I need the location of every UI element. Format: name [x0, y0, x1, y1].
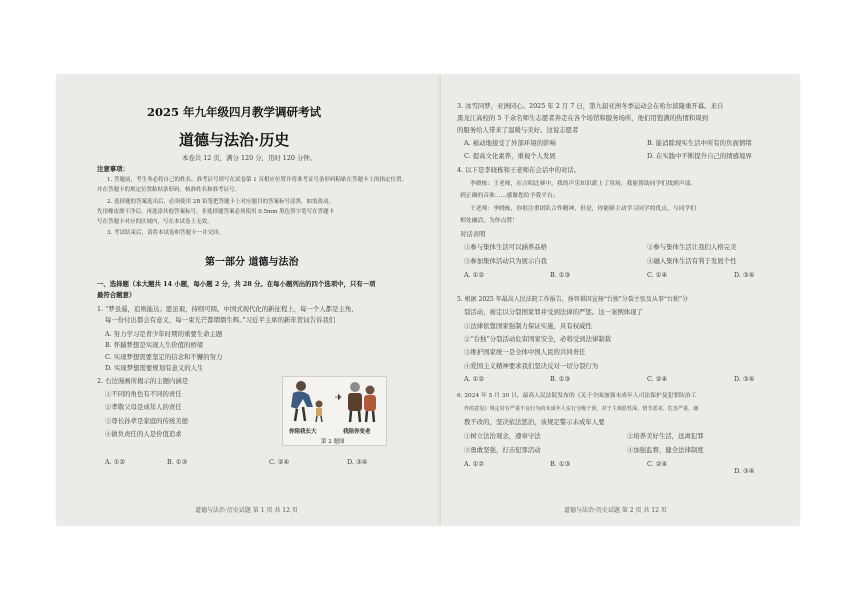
question-6-answer: A. ①② — [464, 460, 485, 468]
question-2-answer: A. ①② — [105, 458, 126, 466]
question-5-line: 5. 根据 2025 年最高人民法院工作报告，扬智祺因宣扬“台独”分裂主张及从事“台独”分 — [457, 296, 688, 303]
question-3-line: 黑龙江高校的 5 千余名师生志愿者奔走在各个场馆和服务场所，他们用饱满的热情和周到 — [457, 114, 708, 122]
question-3-option: C. 提高文化素养，重视个人发展 — [464, 152, 556, 160]
page-1 — [57, 75, 437, 525]
question-5-item: ③维护国家统一是全体中国人民的共同责任 — [464, 348, 586, 356]
question-2-item: ④做负责任的人是价值追求 — [105, 430, 182, 438]
question-6-line: 作的意见》规定对有严重不良行为的未成年人实行分级干预，对于主观恶性深、情节恶劣、危害严重，屡 — [464, 406, 699, 412]
page-fold — [438, 75, 441, 525]
comic-label-right: 我陪你变老 — [343, 429, 371, 435]
question-6-item: ③勇敢坚强，打击犯罪活动 — [464, 446, 541, 454]
question-4-stem: 4. 以下是李晓栋和王老师在会话中的对话。 — [457, 166, 581, 174]
question-2-stem: 2. 右边漫画所揭示的主题内涵是 — [97, 377, 189, 385]
question-2-answer: C. ②④ — [269, 458, 290, 466]
notice-line: 先用橡皮擦干净后，再选涂其他答案标号。非选择题答案必须使用 0.5mm 黑色签字笔写在答题卡 — [97, 209, 335, 215]
question-6-line: 6. 2024 年 5 月 30 日，最高人民法院发布的《关于全面加强未成年人司法保护及犯罪防治工 — [457, 393, 697, 399]
question-1-option: B. 怀揣梦想是实现人生价值的桥梁 — [105, 341, 204, 349]
exam-title: 2025 年九年级四月教学调研考试 — [147, 105, 322, 119]
question-4-item: ③参加集体活动只为展示自我 — [464, 257, 548, 265]
notice-line: 2. 选择题的答案选出后，必须使用 2B 铅笔把答题卡上对应题目的答案标号涂黑，如需改动， — [107, 199, 335, 205]
question-4-dialogue: 到正确的音准……感谢您给予我平台。 — [460, 193, 559, 199]
question-2-item: ②孝敬父母是成年人的责任 — [105, 403, 182, 411]
question-5-answer: A. ①② — [464, 375, 485, 383]
comic-figures — [283, 377, 386, 423]
notice-line: 3. 考试结束后，请将本试卷和答题卡一并交回。 — [107, 230, 224, 236]
question-3-line: 的服务给人带来了温暖与美好。这说志愿者 — [457, 126, 579, 134]
section-header-cont: 最符合题意） — [97, 291, 136, 299]
question-4-dialogue: 李晓栋：王老师，在合唱比赛中，我的声乐知识派上了用场，我能帮助同学们找到声部。 — [470, 181, 697, 187]
comic-illustration — [282, 376, 387, 446]
comic-captions — [283, 423, 386, 445]
exam-sheet — [57, 75, 799, 525]
notice-title: 注意事项： — [97, 165, 129, 173]
question-6-item: ②培养美好生活，远离犯罪 — [627, 432, 704, 440]
question-6-item: ④加强监督，健全法律制度 — [627, 446, 704, 454]
question-6-item: ①树立法治观念，遵章守法 — [464, 432, 541, 440]
question-4-item: ②参与集体生活让我们人格完美 — [647, 243, 737, 251]
question-1-line: 每一份付出都会有意义，每一束光芒都熠熠生辉。”习近平主席的新年贺词告诉我们 — [105, 316, 336, 324]
question-6-answer: B. ①③ — [550, 460, 571, 468]
exam-subtitle: 道德与法治·历史 — [179, 131, 290, 149]
notice-line: 写在答题卡对应的区域内，写在本试卷上无效。 — [97, 219, 213, 225]
question-5-line: 裂活动，被定以分裂国家罪并受到法律的严惩。这一案例体现了 — [464, 308, 643, 316]
question-4-dialogue: 相处融洽，为你点赞！ — [460, 218, 518, 224]
question-2-item: ③尊长孙辈是家庭的传统美德 — [105, 417, 189, 425]
question-1-option: D. 实现梦想需要规划有意义的人生 — [105, 364, 204, 372]
exam-meta: 本卷共 12 页，满分 120 分，用时 120 分钟。 — [182, 154, 317, 162]
question-5-answer: C. ②④ — [647, 375, 668, 383]
question-1-option: A. 努力学习是青少年时期的重要生命主题 — [105, 330, 223, 338]
question-4-answer: D. ③④ — [734, 271, 755, 279]
page-2 — [442, 75, 799, 525]
question-5-item: ②“台独”分裂活动危害国家安全，必将受到法律制裁 — [464, 335, 612, 343]
question-2-answer: B. ①③ — [167, 458, 188, 466]
page-2-footer: 道德与法治·历史试题 第 2 页 共 12 页 — [564, 507, 667, 514]
section-header: 一、选择题（本大题共 14 小题，每小题 2 分，共 28 分。在每小题列出的四个选项中，只有一项 — [97, 280, 376, 288]
question-4-answer: A. ①② — [464, 271, 485, 279]
question-4-item: ④融入集体生活有利于发展个性 — [647, 257, 737, 265]
question-4-item: ①参与集体生活可以涵养品格 — [464, 243, 548, 251]
notice-line: 并在答题卡的规定位置粘贴条形码。核准姓名和准考证号。 — [97, 187, 241, 193]
question-4-dialogue: 王老师：李晓栋，你很注重团队合作精神，但是，你能够主动学习同学的优点，与同学们 — [470, 206, 697, 212]
question-6-line: 教不改的，坚决依法惩治，该规定警示未成年人要 — [464, 418, 605, 426]
question-3-option: A. 被动地接受了外部环境的影响 — [464, 139, 556, 147]
question-5-answer: B. ①③ — [550, 375, 571, 383]
question-4-answer: C. ①④ — [647, 271, 668, 279]
question-5-item: ④爱国主义精神要求我们坚决反对一切分裂行为 — [464, 362, 599, 370]
question-5-item: ①法律依靠国家强制力保证实施，具有权威性 — [464, 322, 592, 330]
question-2-item: ①不同的角色有不同的责任 — [105, 390, 182, 398]
question-2-answer: D. ③④ — [347, 458, 368, 466]
question-1-line: 1. “梦虽遥，追则能达；愿虽艰，持则可圆。中国式现代化的新征程上，每一个人都是主角， — [97, 305, 358, 313]
question-3-option: D. 在实践中不断提升自己的情感境界 — [647, 152, 752, 160]
part-title: 第一部分 道德与法治 — [205, 257, 299, 268]
question-5-answer: D. ③④ — [734, 375, 755, 383]
question-4-label: 对话表明 — [460, 230, 486, 238]
question-6-answer: C. ②④ — [647, 460, 668, 468]
comic-label-left: 你陪我长大 — [289, 429, 317, 435]
comic-caption: 第 2 题图 — [321, 439, 345, 445]
question-3-line: 3. 冰雪同梦，亚洲同心。2025 年 2 月 7 日，第九届亚洲冬季运动会在哈尔滨隆重开幕。来自 — [457, 102, 724, 110]
question-1-option: C. 实现梦想需要坚定的信念和不懈的努力 — [105, 353, 223, 361]
question-4-answer: B. ①③ — [550, 271, 571, 279]
question-3-option: B. 能消除现实生活中所有的负面情绪 — [647, 139, 752, 147]
notice-line: 1. 答题前，考生务必将自己的姓名、准考证号填写在试卷第 1 页相应位置并将准考证号条形码粘贴在答题卡上的指定位置。 — [107, 177, 407, 183]
question-6-answer: D. ③④ — [734, 467, 755, 475]
page-1-footer: 道德与法治·历史试题 第 1 页 共 12 页 — [195, 507, 298, 514]
